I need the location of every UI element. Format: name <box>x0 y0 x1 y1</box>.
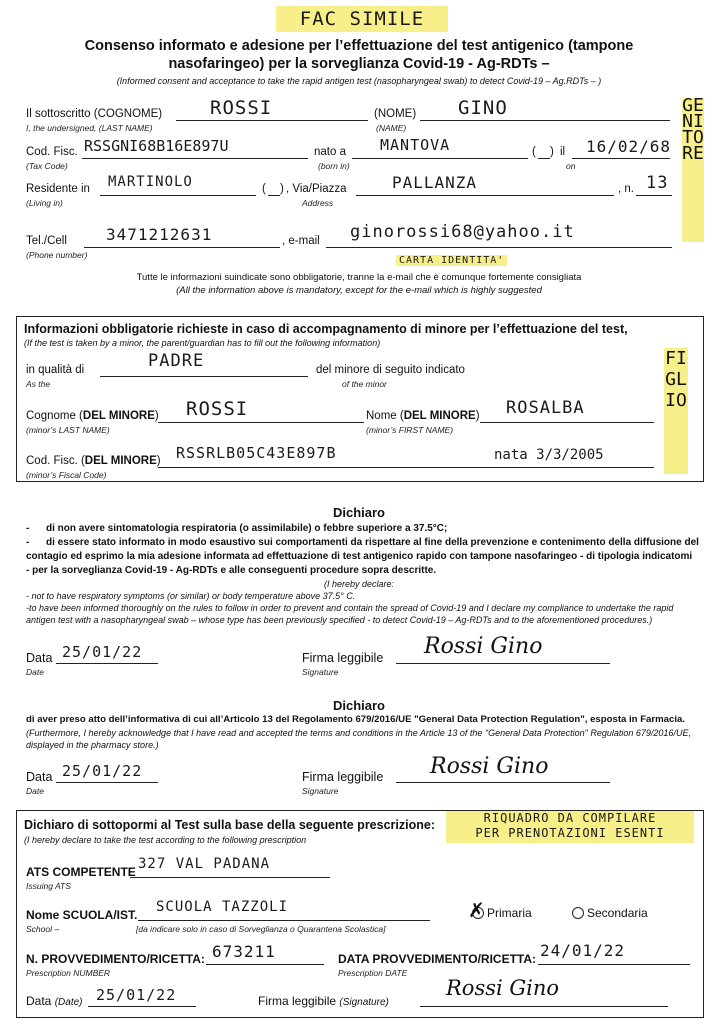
declare1-date-label: Data <box>26 651 53 665</box>
declare1-en-l1: - not to have respiratory symptoms (or similar) or body temperature above 37.5° C. <box>26 591 356 601</box>
residence-sub: (Living in) <box>26 198 63 208</box>
ats-line <box>130 877 330 878</box>
tel-sub: (Phone number) <box>26 250 88 260</box>
surname-sub: I, the undersigned, (LAST NAME) <box>26 123 153 133</box>
minor-label: del minore di seguito indicato <box>316 364 465 376</box>
minor-name-value[interactable]: ROSALBA <box>506 398 585 418</box>
ats-label: ATS COMPETENTE <box>26 865 136 879</box>
declare2-sig-line <box>396 782 610 783</box>
declare2-date-value[interactable]: 25/01/22 <box>62 762 143 780</box>
prescription-date-line <box>538 964 690 965</box>
cf-line <box>82 158 308 159</box>
minor-name-label: Nome (DEL MINORE) <box>366 410 480 422</box>
born-sub: (born in) <box>318 161 350 171</box>
school-line <box>138 920 430 921</box>
prescription-date-sub: Prescription DATE <box>338 968 408 978</box>
minor-name-sub: (minor’s FIRST NAME) <box>366 425 454 435</box>
n-label: , n. <box>618 183 634 195</box>
mandatory-info-note: Tutte le informazioni suindicate sono obbligatorie, tranne la e-mail che è comunque fortemente consigliata <box>136 272 582 283</box>
page-title-line2: nasofaringeo) per la sorveglianza Covid-19 - Ag-RDTs – <box>168 56 550 72</box>
final-sig-line <box>420 1006 668 1007</box>
primaria-check-mark: ✗ <box>468 898 485 922</box>
declare1-signature[interactable]: Rossi Gino <box>424 634 543 659</box>
prescription-date-value[interactable]: 24/01/22 <box>540 941 626 960</box>
born-value[interactable]: MANTOVA <box>380 136 451 154</box>
residence-line <box>100 195 256 196</box>
genitore-side-note: GENITORE <box>682 98 704 242</box>
declare2-text: di aver preso atto dell’informativa di cui all’Articolo 13 del Regolamento 679/2016/UE "General Data Protection Regulation", esposta in Farmacia. <box>26 714 685 725</box>
figlio-side-note: FIGLIO <box>664 348 688 474</box>
declare2-sig-label: Firma leggibile <box>302 770 384 784</box>
declare1-sig-sub: Signature <box>302 667 339 677</box>
born-line <box>352 158 528 159</box>
ats-value[interactable]: 327 VAL PADANA <box>138 856 271 872</box>
declare1-date-value[interactable]: 25/01/22 <box>62 643 143 661</box>
minor-cf-line <box>158 467 654 468</box>
declare1-sig-line <box>396 663 610 664</box>
name-value[interactable]: GINO <box>458 97 508 119</box>
residence-value[interactable]: MARTINOLO <box>108 174 193 190</box>
declare1-item2-l2: contagio ed esprimo la mia adesione informata ad effettuazione di test antigenico rapido con tampone nasofaringeo - di tipologia indicatomi <box>26 551 693 562</box>
role-sub: As the <box>26 379 51 389</box>
role-line <box>100 376 308 377</box>
declare2-date-label: Data <box>26 770 53 784</box>
id-card-note: CARTA IDENTITA' <box>396 255 507 266</box>
page-title-line1: Consenso informato e adesione per l’effettuazione del test antigenico (tampone <box>84 38 634 54</box>
minor-section-subtitle: (If the test is taken by a minor, the parent/guardian has to fill out the following information) <box>24 338 381 348</box>
via-sub: Address <box>302 198 334 208</box>
born-prov-line <box>538 158 550 159</box>
name-label: (NOME) <box>374 108 417 120</box>
declare1-date-line <box>56 663 158 664</box>
born-prov-close: ) <box>550 146 554 158</box>
surname-line <box>176 120 368 121</box>
born-prov-open: ( <box>532 146 536 158</box>
il-label: il <box>560 146 566 158</box>
minor-surname-line <box>158 422 364 423</box>
via-value[interactable]: PALLANZA <box>392 173 478 192</box>
minor-surname-value[interactable]: ROSSI <box>186 398 249 420</box>
date-line <box>572 158 670 159</box>
minor-sub: of the minor <box>342 379 387 389</box>
declare1-en-title: (I hereby declare: <box>323 579 395 589</box>
n-line <box>636 195 672 196</box>
declare1-en-l3: antigen test with a nasopharyngeal swab – whose type has been previously specified - to detect Covid-19 – Ag-RDTs and to the aforementioned procedures.) <box>26 615 653 625</box>
exempt-note-line2: PER PRENOTAZIONI ESENTI <box>475 826 665 840</box>
tel-value[interactable]: 3471212631 <box>106 225 213 244</box>
declare1-en-l2: -to have been informed thoroughly on the rules to follow in order to prevent and contain the spread of Covid-19 and I declare my compliance to undertake the rapid <box>26 603 674 613</box>
tel-label: Tel./Cell <box>26 235 67 247</box>
cf-label: Cod. Fisc. <box>26 146 78 158</box>
res-prov-close: ) <box>280 183 284 195</box>
minor-surname-label: Cognome (DEL MINORE) <box>26 410 159 422</box>
secondaria-label: Secondaria <box>587 906 648 920</box>
final-sig-label: Firma leggibile (Signature) <box>258 994 389 1008</box>
residence-label: Residente in <box>26 183 90 195</box>
exempt-note-line1: RIQUADRO DA COMPILARE <box>483 811 657 825</box>
prescription-number-value[interactable]: 673211 <box>212 942 276 961</box>
secondaria-radio[interactable] <box>572 907 584 919</box>
minor-cf-label: Cod. Fisc. (DEL MINORE) <box>26 455 161 467</box>
declare1-bullet1: - <box>26 523 30 534</box>
name-line <box>420 120 670 121</box>
tel-line <box>84 247 280 248</box>
surname-label: Il sottoscritto (COGNOME) <box>26 108 163 120</box>
final-date-label: Data (Date) <box>26 994 83 1008</box>
minor-cf-sub: (minor’s Fiscal Code) <box>26 470 107 480</box>
declare1-bullet2: - <box>26 537 30 548</box>
declare1-item1: di non avere sintomatologia respiratoria (o assimilabile) o febbre superiore a 37.5°C; <box>46 523 448 534</box>
res-prov-open: ( <box>262 183 266 195</box>
final-date-value[interactable]: 25/01/22 <box>96 986 177 1004</box>
minor-cf-value[interactable]: RSSRLB05C43E897B <box>176 444 337 462</box>
email-value[interactable]: ginorossi68@yahoo.it <box>350 222 575 242</box>
declare1-title: Dichiaro <box>332 505 385 520</box>
cf-value[interactable]: RSSGNI68B16E897U <box>84 137 229 155</box>
final-signature[interactable]: Rossi Gino <box>446 976 560 1000</box>
mandatory-info-note-en: (All the information above is mandatory, except for the e-mail which is highly suggested <box>176 285 542 296</box>
prescription-number-sub: Prescription NUMBER <box>26 968 111 978</box>
email-line <box>326 247 672 248</box>
prescription-date-label: DATA PROVVEDIMENTO/RICETTA: <box>338 952 536 966</box>
surname-value[interactable]: ROSSI <box>210 97 273 119</box>
minor-surname-sub: (minor’s LAST NAME) <box>26 425 110 435</box>
prescription-number-label: N. PROVVEDIMENTO/RICETTA: <box>26 952 205 966</box>
ats-sub: Issuing ATS <box>26 881 71 891</box>
school-value[interactable]: SCUOLA TAZZOLI <box>156 899 289 915</box>
role-label: in qualità di <box>26 364 85 376</box>
prescription-number-line <box>206 964 324 965</box>
declare2-signature[interactable]: Rossi Gino <box>430 754 549 779</box>
born-label: nato a <box>314 146 346 158</box>
n-value[interactable]: 13 <box>646 173 669 193</box>
school-sub: School – <box>26 924 60 934</box>
minor-section-title: Informazioni obbligatorie richieste in caso di accompagnamento di minore per l’effettuazione del test, <box>24 322 628 336</box>
via-label: , Via/Piazza <box>286 183 347 195</box>
declare1-item2-l3: - per la sorveglianza Covid-19 - Ag-RDTs e alle conseguenti procedure sopra descritte. <box>26 565 437 576</box>
declare1-sig-label: Firma leggibile <box>302 651 384 665</box>
role-value[interactable]: PADRE <box>148 351 205 371</box>
final-date-line <box>88 1006 196 1007</box>
page-subtitle: (Informed consent and acceptance to take the rapid antigen test (nasopharyngeal swab) to detect Covid-19 – Ag.RDTs – ) <box>116 76 602 86</box>
declare2-date-sub: Date <box>26 786 44 796</box>
prescription-subtitle: (I hereby declare to take the test according to the following prescription <box>24 835 307 845</box>
birth-date-value[interactable]: 16/02/68 <box>586 137 672 156</box>
declare1-item2-l1: di essere stato informato in modo esaustivo sui comportamenti da rispettare al fine della prevenzione e contenimento della diffusione del <box>46 537 699 548</box>
il-sub: on <box>566 161 576 171</box>
declare2-en-l2: displayed in the pharmacy store.) <box>26 740 159 750</box>
declare2-date-line <box>56 782 158 783</box>
exempt-booking-note <box>446 811 694 843</box>
minor-name-line <box>480 422 654 423</box>
primaria-label: Primaria <box>487 906 532 920</box>
email-label: , e-mail <box>282 235 320 247</box>
school-label: Nome SCUOLA/IST. <box>26 908 138 922</box>
via-line <box>356 195 614 196</box>
cf-sub: (Tax Code) <box>26 161 68 171</box>
res-prov-line <box>268 195 280 196</box>
declare1-date-sub: Date <box>26 667 44 677</box>
declare2-title: Dichiaro <box>332 698 385 713</box>
minor-birth-note[interactable]: nata 3/3/2005 <box>494 447 604 463</box>
declare2-en-l1: (Furthermore, I hereby acknowledge that I have read and accepted the terms and conditions in the Article 13 of the "General Data Protection" Regulation 679/2016/UE, <box>26 728 691 738</box>
declare2-sig-sub: Signature <box>302 786 339 796</box>
prescription-title: Dichiaro di sottopormi al Test sulla base della seguente prescrizione: <box>24 818 435 832</box>
school-sub-note: [da indicare solo in caso di Sorveglianza o Quarantena Scolastica] <box>136 924 386 934</box>
name-sub: (NAME) <box>376 123 407 133</box>
fac-simile-stamp: FAC SIMILE <box>276 6 448 32</box>
